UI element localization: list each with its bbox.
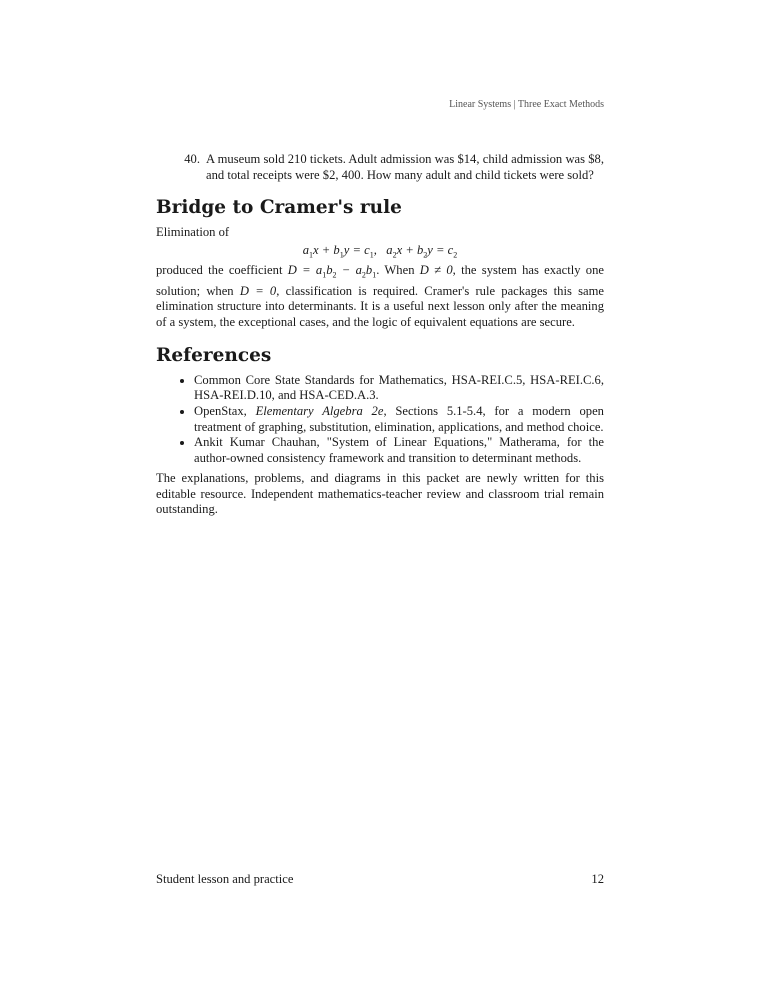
bridge-body-prefix: produced the coefficient: [156, 263, 288, 278]
determinant-formula: $D = a_1b_2 - a_2b_1$: [287, 263, 377, 280]
references-list: [156, 373, 604, 467]
bridge-body-nonzero: , the system has exactly one solution; when: [156, 263, 604, 298]
bridge-body-rest: , classification is required. Cramer's rule packages this same elimination structure into determinants. It is a useful next lesson only after the meaning of a system, the exceptional cases, and the logic of equivalent equations are secure.: [156, 283, 604, 329]
reference-item: [194, 373, 604, 404]
page-footer: [156, 872, 604, 887]
problem-text: A museum sold 210 tickets. Adult admission was $14, child admission was $8, and total receipts were $2, 400. How many adult and child tickets were sold?: [206, 152, 604, 182]
reference-item: [194, 435, 604, 466]
problem-number: 40.: [184, 152, 200, 166]
page-number: 12: [591, 872, 604, 886]
section-heading-references: References: [156, 344, 272, 366]
reference-text: Ankit Kumar Chauhan, "System of Linear Equations," Matherama, for the author-owned consistency framework and transition to determinant methods.: [194, 435, 604, 466]
reference-text: , Sections 5.1-5.4, for a modern open treatment of graphing, substitution, elimination, applications, and method choice.: [194, 404, 604, 434]
reference-title: Elementary Algebra 2e: [255, 404, 384, 419]
section-heading-bridge: Bridge to Cramer's rule: [156, 197, 402, 219]
bridge-intro: Elimination of: [156, 225, 230, 240]
page-content: [156, 152, 604, 518]
determinant-zero: D = 0: [239, 283, 277, 298]
running-header: Linear Systems | Three Exact Methods: [449, 99, 604, 110]
reference-text: OpenStax,: [194, 404, 256, 419]
bridge-body: [156, 263, 604, 330]
footer-label: Student lesson and practice: [156, 872, 294, 886]
reference-text: Common Core State Standards for Mathematics, HSA-REI.C.5, HSA-REI.C.6, HSA-REI.D.10, and HSA-CED.A.3.: [194, 372, 604, 403]
determinant-nonzero: D ≠ 0: [419, 263, 453, 278]
reference-item: [194, 404, 604, 435]
bridge-body-when: . When: [376, 263, 420, 278]
problem-item: [156, 152, 604, 183]
system-equation: $a_1x + b_1y = c_1$, $a_2x + b_2y = c_2$: [302, 243, 458, 260]
closing-note: The explanations, problems, and diagrams in this packet are newly written for this editable resource. Independent mathematics-teacher review and classroom trial remain outstanding.: [156, 470, 604, 517]
